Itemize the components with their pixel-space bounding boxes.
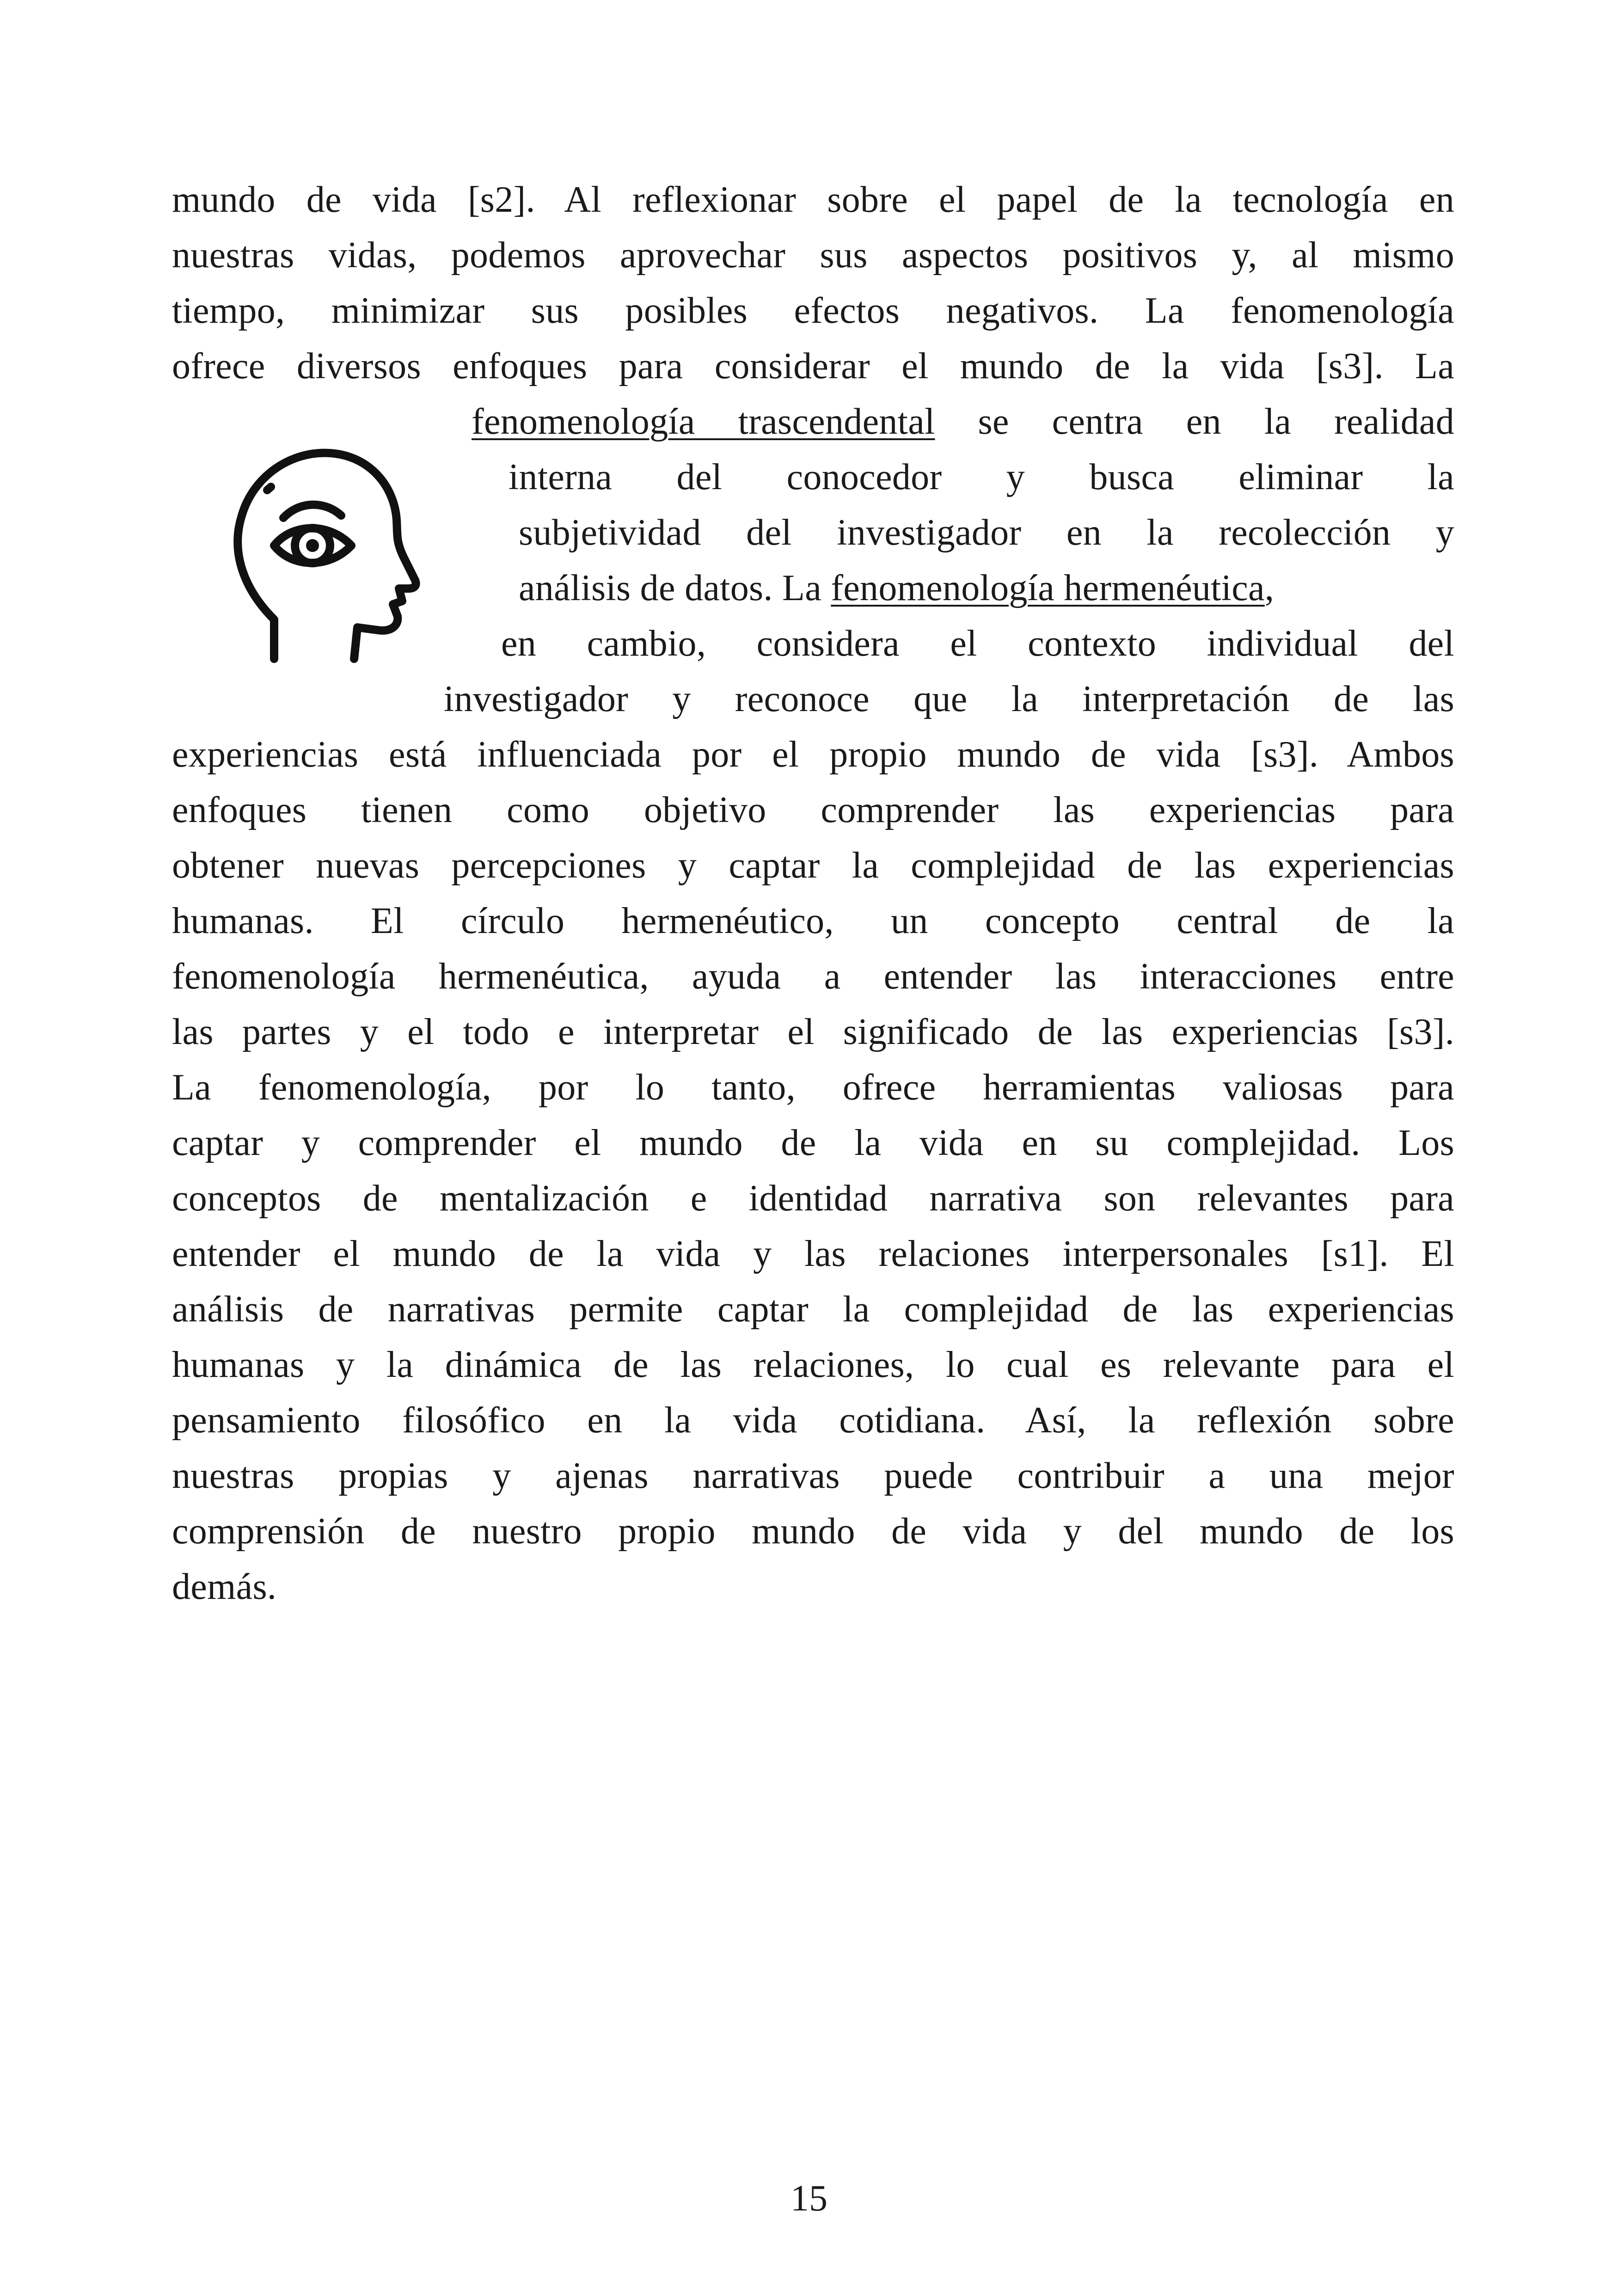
- body-text-line: [519, 560, 1454, 616]
- body-text-line: humanas y la dinámica de las relaciones, lo cual es relevante para el: [172, 1344, 1454, 1385]
- body-text-line: pensamiento filosófico en la vida cotidiana. Así, la reflexión sobre: [172, 1400, 1454, 1441]
- body-text-fragment: análisis de datos. La: [519, 568, 831, 608]
- body-text-line: [472, 394, 1454, 449]
- body-text-line: enfoques tienen como objetivo comprender las experiencias para: [172, 790, 1454, 830]
- body-text-line: investigador y reconoce que la interpretación de las: [444, 679, 1454, 719]
- body-text-line: subjetividad del investigador en la recolección y: [519, 512, 1454, 553]
- body-text-line: interna del conocedor y busca eliminar la: [509, 457, 1454, 497]
- body-text-line: mundo de vida [s2]. Al reflexionar sobre el papel de la tecnología en: [172, 179, 1454, 220]
- body-text-line: conceptos de mentalización e identidad narrativa son relevantes para: [172, 1178, 1454, 1219]
- term-link-fenomenologia-hermeneutica[interactable]: fenomenología hermenéutica: [831, 568, 1265, 608]
- page-number: 15: [791, 2178, 827, 2219]
- body-text-line: las partes y el todo e interpretar el significado de las experiencias [s3].: [172, 1012, 1454, 1052]
- body-text-line: en cambio, considera el contexto individual del: [501, 623, 1454, 664]
- body-text-line: comprensión de nuestro propio mundo de vida y del mundo de los: [172, 1511, 1454, 1552]
- body-text-line: demás.: [172, 1566, 277, 1607]
- body-text-fragment: ,: [1264, 568, 1275, 608]
- body-text-line: fenomenología hermenéutica, ayuda a entender las interacciones entre: [172, 956, 1454, 997]
- body-text-fragment: se centra en la realidad: [935, 401, 1455, 442]
- body-text-line: ofrece diversos enfoques para considerar el mundo de la vida [s3]. La: [172, 346, 1454, 387]
- head-eye-icon: [230, 442, 424, 663]
- body-text-line: experiencias está influenciada por el propio mundo de vida [s3]. Ambos: [172, 734, 1454, 775]
- body-text-line: captar y comprender el mundo de la vida en su complejidad. Los: [172, 1123, 1454, 1163]
- body-text-line: nuestras propias y ajenas narrativas puede contribuir a una mejor: [172, 1455, 1454, 1496]
- term-link-fenomenologia-trascendental[interactable]: fenomenología trascendental: [472, 401, 935, 442]
- body-text-line: obtener nuevas percepciones y captar la complejidad de las experiencias: [172, 845, 1454, 886]
- body-text-line: humanas. El círculo hermenéutico, un concepto central de la: [172, 901, 1454, 941]
- body-text-line: tiempo, minimizar sus posibles efectos negativos. La fenomenología: [172, 290, 1454, 331]
- body-text-line: análisis de narrativas permite captar la complejidad de las experiencias: [172, 1289, 1454, 1330]
- body-text-line: La fenomenología, por lo tanto, ofrece herramientas valiosas para: [172, 1067, 1454, 1108]
- body-text-line: nuestras vidas, podemos aprovechar sus aspectos positivos y, al mismo: [172, 235, 1454, 276]
- body-text-line: entender el mundo de la vida y las relaciones interpersonales [s1]. El: [172, 1234, 1454, 1274]
